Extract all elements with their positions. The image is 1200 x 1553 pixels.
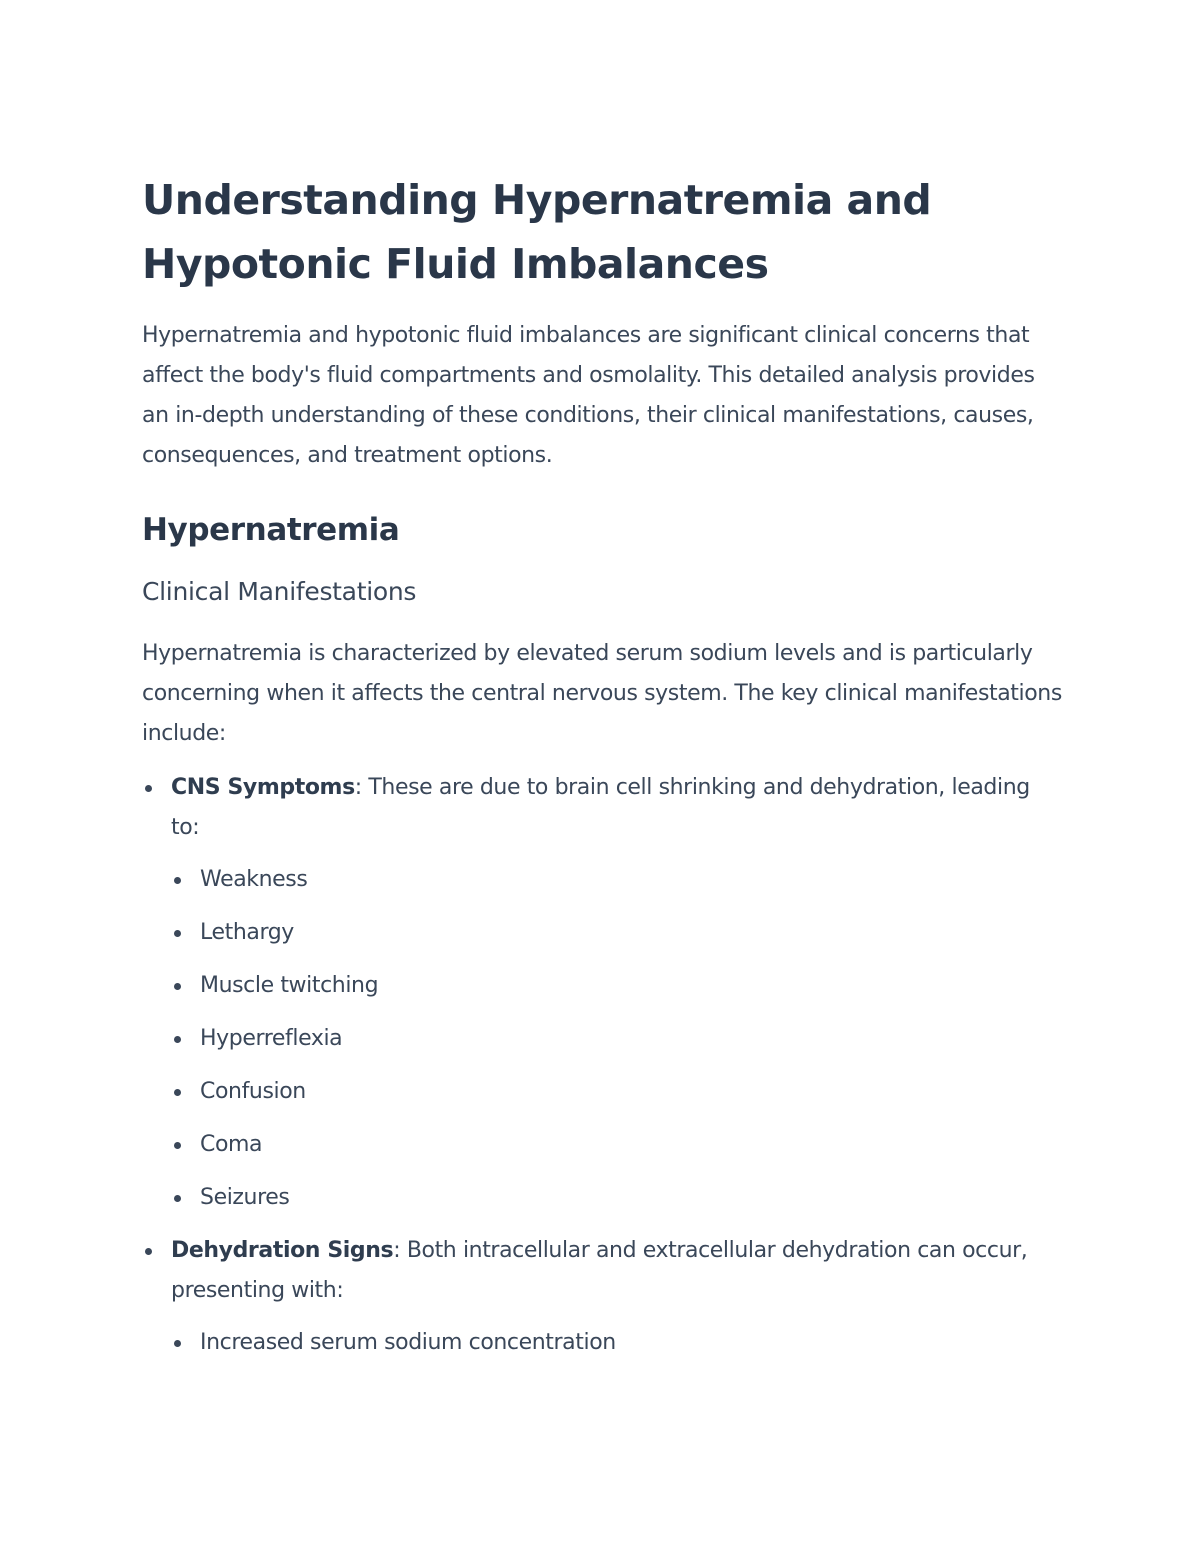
section-heading: Hypernatremia	[142, 512, 400, 548]
sublist-item: Lethargy	[171, 913, 1062, 953]
bullet-icon	[174, 1142, 181, 1149]
sublist-item: Seizures	[171, 1178, 1062, 1218]
intro-paragraph: Hypernatremia and hypotonic fluid imbalances are significant clinical concerns that affect the body's fluid compartments and osmolality. This detailed analysis provides an in-depth understanding of these conditions, their clinical manifestations, causes, consequences, and treatment options.	[142, 323, 1035, 468]
dehydration-sublist	[171, 1323, 1062, 1363]
section-paragraph: Hypernatremia is characterized by elevated serum sodium levels and is particularly concerning when it affects the central nervous system. The key clinical manifestations include:	[142, 641, 1062, 746]
bullet-icon	[174, 930, 181, 937]
bullet-icon	[145, 785, 152, 792]
bullet-icon	[174, 1340, 181, 1347]
sublist-item: Muscle twitching	[171, 966, 1062, 1006]
subsection-heading: Clinical Manifestations	[142, 577, 417, 606]
page-title: Understanding Hypernatremia and Hypotonic Fluid Imbalances	[142, 176, 932, 288]
list-item-cns	[142, 768, 1062, 1218]
sublist-item: Increased serum sodium concentration	[171, 1323, 1062, 1363]
bullet-icon	[174, 1036, 181, 1043]
item-text: : Both intracellular and extracellular dehydration can occur, presenting with:	[171, 1238, 1028, 1303]
list-item-dehydration	[142, 1231, 1062, 1363]
bullet-icon	[174, 983, 181, 990]
item-text: : These are due to brain cell shrinking and dehydration, leading to:	[171, 775, 1030, 840]
item-label: CNS Symptoms	[171, 775, 355, 800]
cns-sublist	[171, 860, 1062, 1218]
bullet-icon	[174, 1195, 181, 1202]
bullet-icon	[174, 1089, 181, 1096]
manifestations-list	[142, 768, 1062, 1363]
sublist-item: Hyperreflexia	[171, 1019, 1062, 1059]
bullet-icon	[145, 1248, 152, 1255]
sublist-item: Weakness	[171, 860, 1062, 900]
document-page	[142, 168, 1062, 1376]
sublist-item: Confusion	[171, 1072, 1062, 1112]
sublist-item: Coma	[171, 1125, 1062, 1165]
bullet-icon	[174, 877, 181, 884]
item-label: Dehydration Signs	[171, 1238, 394, 1263]
